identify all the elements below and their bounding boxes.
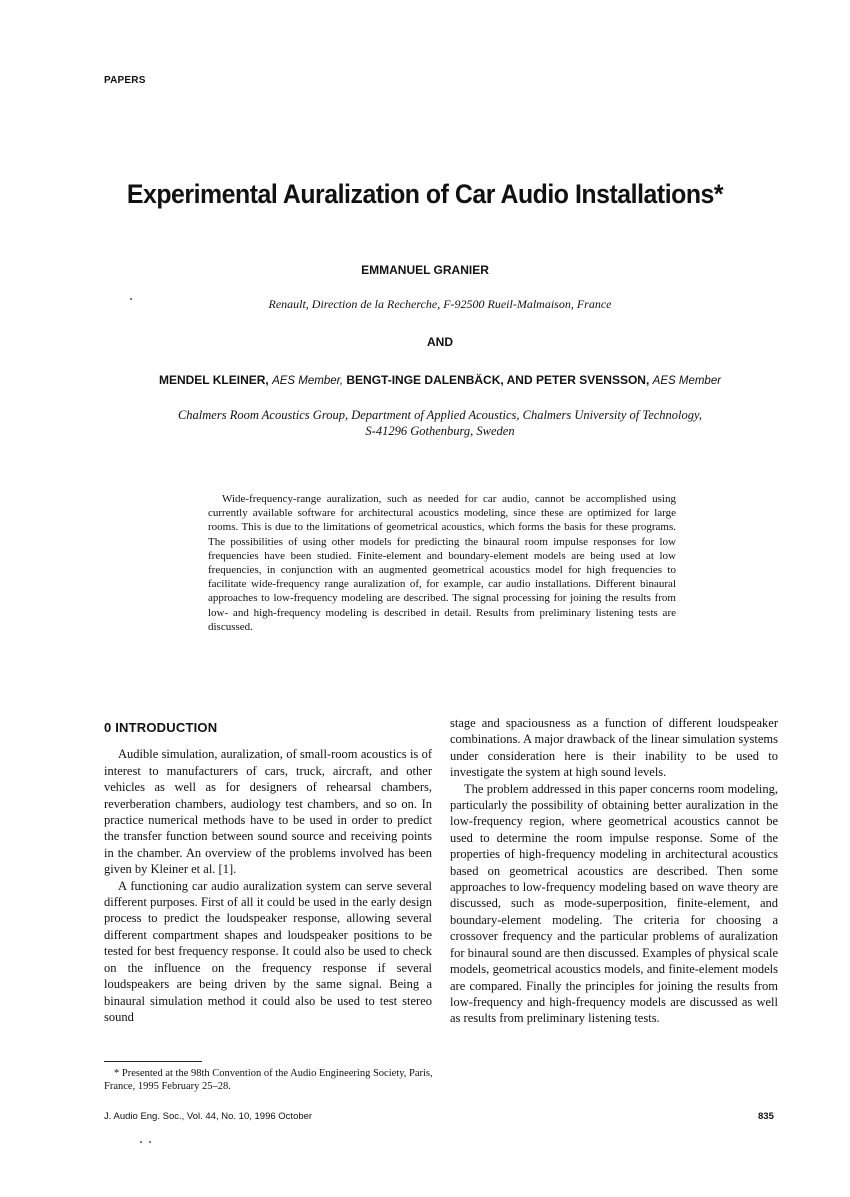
member-tag-1: AES Member, bbox=[272, 375, 344, 387]
scan-speck bbox=[140, 1141, 142, 1143]
paragraph: The problem addressed in this paper concerns room modeling, particularly the possibility of obtaining better auralization in the low-frequency region, where geometrical acoustics cannot be used to determine the room impulse response. Some of the properties of high-frequency modeling in architectural acoustics based on geometrical acoustics are described. Then some approaches to low-frequency modeling based on wave theory are discussed, such as mode-superposition, finite-element, and boundary-element modeling. The criteria for choosing a crossover frequency and the particular problems of auralization for binaural sound are then discussed. Examples of physical scale models, geometrical acoustics models, and finite-element models are compared. Finally the principles for joining the results from low-frequency and high-frequency models are discussed as well as results from preliminary listening tests. bbox=[450, 781, 778, 1026]
paragraph: stage and spaciousness as a function of different loudspeaker combinations. A major drawback of the linear simulation systems under consideration here is their inability to be used to investigate the system at high sound levels. bbox=[450, 716, 778, 780]
abstract: Wide-frequency-range auralization, such as needed for car audio, cannot be accomplished using currently available software for architectural acoustics modeling, since these are optimized for large rooms. This is due to the limitations of geometrical acoustics, which forms the basis for these programs. The possibilities of using other models for predicting the binaural room impulse responses for low frequencies have been studied. Finite-element and boundary-element models are being used at low frequencies, in conjunction with an augmented geometrical acoustics model for high frequencies to facilitate wide-frequency range auralization of, for example, car audio installations. Different binaural approaches to low-frequency modeling are described. The signal processing for joining the results from low- and high-frequency modeling is described in detail. Results from preliminary listening tests are discussed. bbox=[208, 493, 676, 633]
author-dalenback-svensson: BENGT-INGE DALENBÄCK, AND PETER SVENSSON, bbox=[346, 373, 650, 387]
footnote: * Presented at the 98th Convention of the Audio Engineering Society, Paris, France, 1995 February 25–28. bbox=[104, 1068, 433, 1092]
paper-title: Experimental Auralization of Car Audio Installations* bbox=[126, 179, 724, 209]
affiliation-renault: Renault, Direction de la Recherche, F-92500 Rueil-Malmaison, France bbox=[268, 297, 612, 311]
member-tag-2: AES Member bbox=[652, 375, 722, 387]
and-separator: AND bbox=[427, 335, 453, 349]
affiliation-chalmers bbox=[100, 407, 780, 439]
author-line-chalmers bbox=[0, 373, 850, 387]
affiliation-line-1: Chalmers Room Acoustics Group, Department of Applied Acoustics, Chalmers University of Technology, bbox=[177, 408, 703, 422]
right-column bbox=[450, 715, 778, 1027]
scan-speck bbox=[149, 1141, 151, 1143]
journal-citation: J. Audio Eng. Soc., Vol. 44, No. 10, 1996 October bbox=[104, 1111, 313, 1122]
affiliation-line-2: S-41296 Gothenburg, Sweden bbox=[365, 424, 515, 438]
author-granier: EMMANUEL GRANIER bbox=[361, 263, 489, 277]
scan-speck bbox=[130, 298, 132, 300]
left-column bbox=[104, 720, 432, 1025]
footnote-rule bbox=[104, 1061, 202, 1062]
section-label: PAPERS bbox=[104, 75, 146, 86]
section-heading: 0 INTRODUCTION bbox=[104, 720, 218, 735]
paragraph: A functioning car audio auralization system can serve several different purposes. First of all it could be used in the early design process to predict the loudspeaker response, allowing several different compartment shapes and loudspeaker positions to be tested for best frequency response. It could also be used to check on the influence on the frequency response if several loudspeakers are being driven by the same signal. Being a binaural simulation method it could also be used to test stereo sound bbox=[104, 878, 432, 1024]
author-kleiner: MENDEL KLEINER, bbox=[158, 373, 269, 387]
page-number: 835 bbox=[758, 1111, 774, 1122]
paragraph: Audible simulation, auralization, of small-room acoustics is of interest to manufacturers of cars, truck, aircraft, and other vehicles as well as for designers of rehearsal chambers, reverberation chambers, audiology test chambers, and so on. In practice numerical methods have to be used in order to predict the transfer function between sound source and receiving points in the chamber. An overview of the problems involved has been given by Kleiner et al. [1]. bbox=[104, 747, 432, 877]
